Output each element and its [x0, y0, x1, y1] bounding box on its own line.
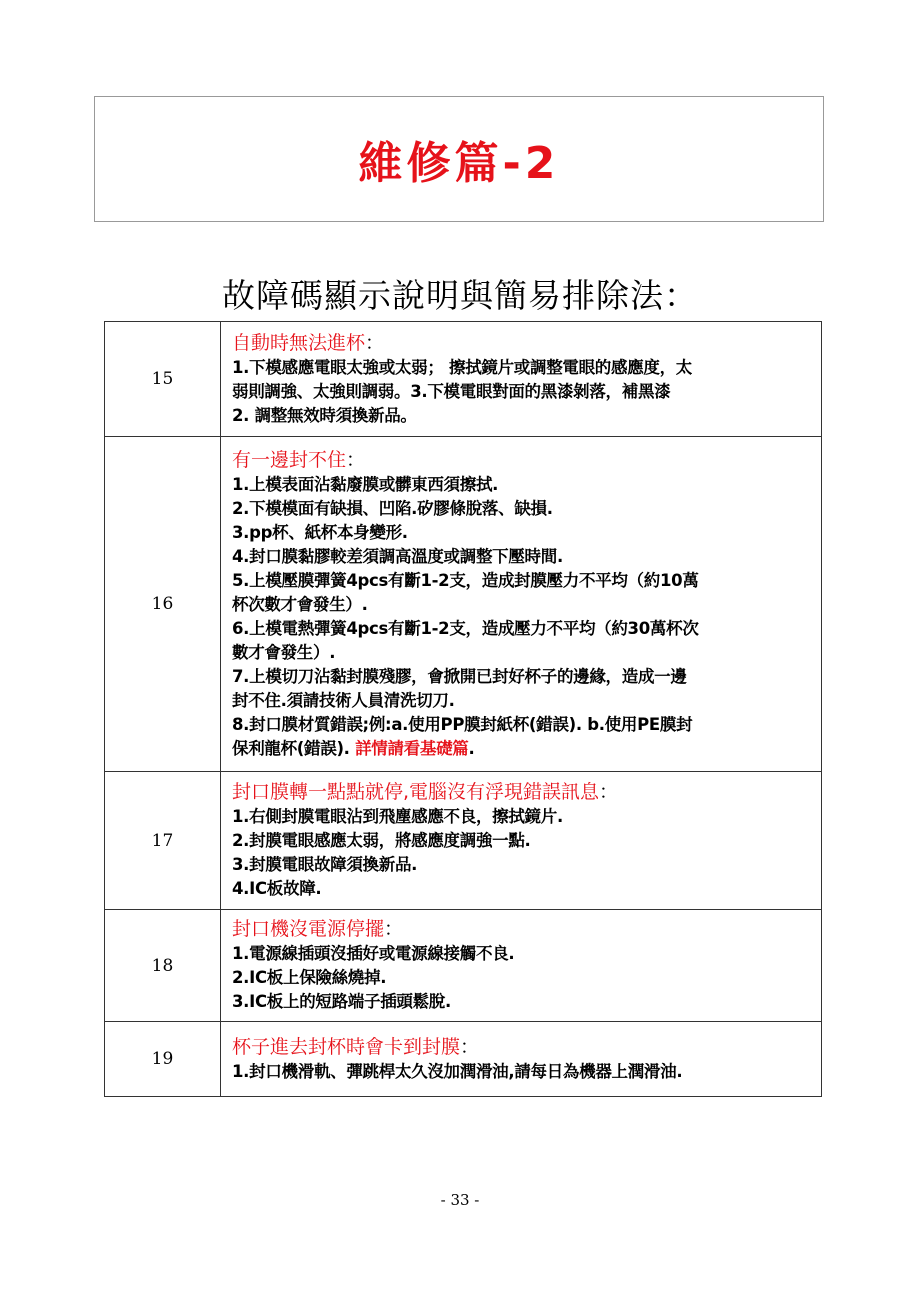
- fault-line: 2.下模模面有缺損、凹陷.矽膠條脫落、缺損.: [232, 498, 553, 518]
- fault-heading: 杯子進去封杯時會卡到封膜：: [232, 1035, 480, 1058]
- fault-line: 3.pp杯、紙杯本身變形.: [232, 522, 408, 542]
- fault-line: 1.上模表面沾黏廢膜或髒東西須擦拭.: [232, 474, 499, 494]
- fault-code: 19: [105, 1022, 221, 1097]
- table-row: [105, 1022, 822, 1097]
- fault-line: 2.IC板上保險絲燒掉.: [232, 968, 387, 987]
- fault-line: 弱則調強、太強則調弱。3.下模電眼對面的黑漆剝落，補黑漆: [232, 381, 671, 401]
- table-row: [105, 322, 822, 437]
- fault-code: 16: [105, 437, 221, 772]
- fault-heading: 封口機沒電源停擺：: [232, 918, 404, 940]
- fault-line: 7.上模切刀沾黏封膜殘膠，會掀開已封好杯子的邊緣，造成一邊: [232, 666, 687, 686]
- fault-line: 6.上模電熱彈簧4pcs有斷1-2支，造成壓力不平均（約30萬杯次: [232, 618, 699, 638]
- fault-line: 1.下模感應電眼太強或太弱； 擦拭鏡片或調整電眼的感應度，太: [232, 357, 692, 377]
- fault-code: 17: [105, 772, 221, 910]
- reference-note: 詳情請看基礎篇: [355, 738, 469, 758]
- fault-heading: 有一邊封不住：: [232, 448, 366, 471]
- fault-description: [221, 1022, 822, 1097]
- fault-line: 8.封口膜材質錯誤;例:a.使用PP膜封紙杯(錯誤). b.使用PE膜封: [232, 714, 693, 734]
- fault-code-table: [104, 321, 822, 1097]
- table-row: [105, 437, 822, 772]
- fault-line: 數才會發生）.: [232, 642, 336, 662]
- fault-code: 15: [105, 322, 221, 437]
- table-row: [105, 910, 822, 1022]
- section-subtitle: 故障碼顯示說明與簡易排除法：: [222, 276, 698, 315]
- fault-line: 封不住.須請技術人員清洗切刀.: [232, 690, 455, 710]
- fault-description: [221, 322, 822, 437]
- title-box: [94, 96, 824, 222]
- fault-description: [221, 772, 822, 910]
- fault-heading: 自動時無法進杯：: [232, 331, 385, 354]
- fault-line: 保利龍杯(錯誤). 詳情請看基礎篇.: [232, 738, 475, 758]
- fault-line: 1.右側封膜電眼沾到飛塵感應不良，擦拭鏡片.: [232, 807, 563, 826]
- fault-code: 18: [105, 910, 221, 1022]
- fault-line: 3.封膜電眼故障須換新品.: [232, 855, 418, 874]
- page-title: 維修篇-2: [358, 138, 560, 189]
- fault-line: 5.上模壓膜彈簧4pcs有斷1-2支，造成封膜壓力不平均（約10萬: [232, 570, 699, 590]
- fault-heading: 封口膜轉一點點就停,電腦沒有浮現錯誤訊息：: [232, 781, 619, 803]
- fault-line: 1.電源線插頭沒插好或電源線接觸不良.: [232, 944, 515, 963]
- fault-description: [221, 910, 822, 1022]
- page-number: - 33 -: [440, 1191, 480, 1209]
- fault-line: 2.封膜電眼感應太弱，將感應度調強一點.: [232, 831, 531, 850]
- fault-line: 杯次數才會發生）.: [232, 594, 368, 614]
- fault-description: [221, 437, 822, 772]
- fault-line: 3.IC板上的短路端子插頭鬆脫.: [232, 992, 451, 1011]
- fault-line: 1.封口機滑軌、彈跳桿太久沒加潤滑油,請每日為機器上潤滑油.: [232, 1061, 683, 1081]
- fault-line: 2. 調整無效時須換新品。: [232, 405, 417, 425]
- fault-line: 4.封口膜黏膠較差須調高溫度或調整下壓時間.: [232, 546, 563, 566]
- table-row: [105, 772, 822, 910]
- fault-line: 4.IC板故障.: [232, 879, 322, 898]
